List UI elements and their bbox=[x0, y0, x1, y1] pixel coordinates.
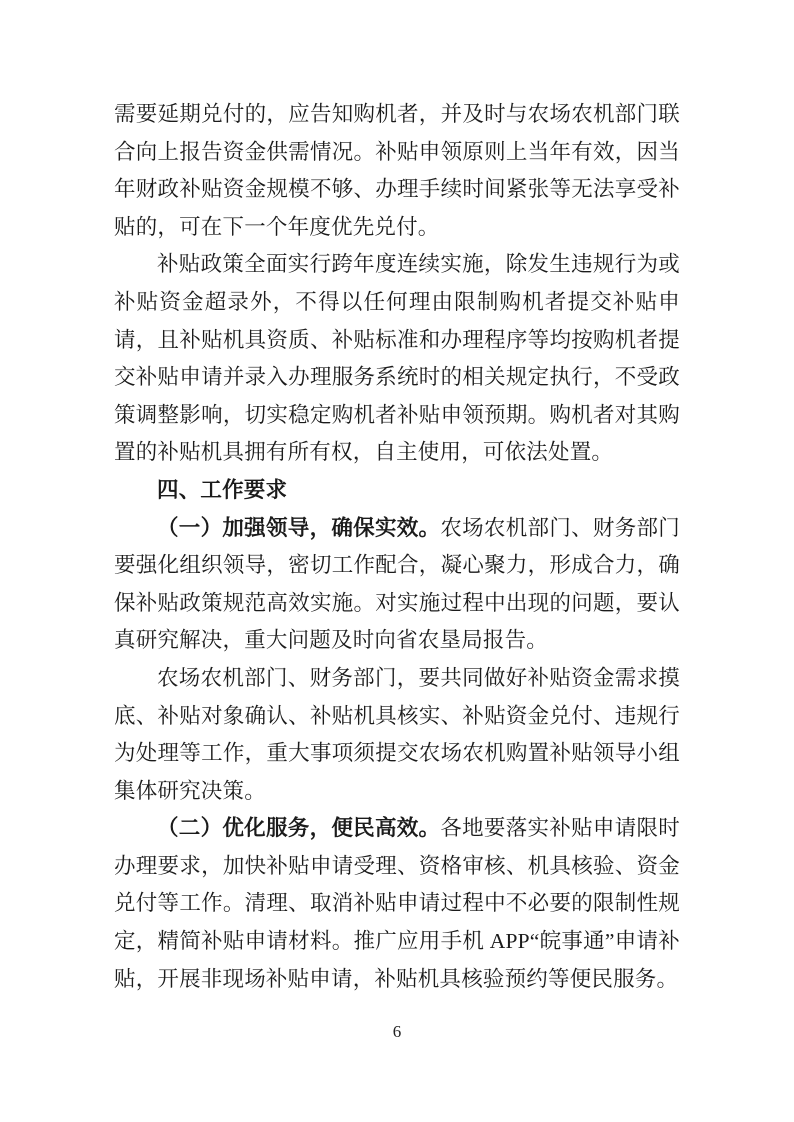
bold-text-run: （一）加强领导，确保实效。 bbox=[157, 515, 441, 540]
bold-text-run: （二）优化服务，便民高效。 bbox=[157, 816, 441, 841]
bold-text-run: 四、工作要求 bbox=[157, 477, 288, 502]
paragraph-optimize-service bbox=[114, 810, 680, 998]
paragraph-cross-year-policy bbox=[114, 246, 680, 472]
section-heading-work-requirements bbox=[114, 472, 680, 510]
text-run: 各地要落实补贴申请限时办理要求，加快补贴申请受理、资格审核、机具核验、资金兑付等工作。清理、取消补贴申请过程中不必要的限制性规定，精简补贴申请材料。推广应用手机 APP“皖事通”申请补贴，开展非现场补贴申请，补贴机具核验预约等便民服务。 bbox=[114, 816, 680, 991]
paragraph-joint-duties bbox=[114, 660, 680, 810]
paragraph-strengthen-leadership bbox=[114, 510, 680, 660]
page-number: 6 bbox=[392, 1022, 402, 1041]
text-run: 需要延期兑付的，应告知购机者，并及时与农场农机部门联合向上报告资金供需情况。补贴申领原则上当年有效，因当年财政补贴资金规模不够、办理手续时间紧张等无法享受补贴的，可在下一个年度优先兑付。 bbox=[114, 102, 680, 239]
text-run: 农场农机部门、财务部门要强化组织领导，密切工作配合，凝心聚力，形成合力，确保补贴政策规范高效实施。对实施过程中出现的问题，要认真研究解决，重大问题及时向省农垦局报告。 bbox=[114, 515, 680, 653]
text-run: 农场农机部门、财务部门，要共同做好补贴资金需求摸底、补贴对象确认、补贴机具核实、补贴资金兑付、违规行为处理等工作，重大事项须提交农场农机购置补贴领导小组集体研究决策。 bbox=[114, 665, 680, 803]
paragraph-subsidy-deferral bbox=[114, 96, 680, 246]
document-body bbox=[114, 96, 680, 998]
text-run: 补贴政策全面实行跨年度连续实施，除发生违规行为或补贴资金超录外，不得以任何理由限制购机者提交补贴申请，且补贴机具资质、补贴标准和办理程序等均按购机者提交补贴申请并录入办理服务系统时的相关规定执行，不受政策调整影响，切实稳定购机者补贴申领预期。购机者对其购置的补贴机具拥有所有权，自主使用，可依法处置。 bbox=[114, 252, 680, 465]
